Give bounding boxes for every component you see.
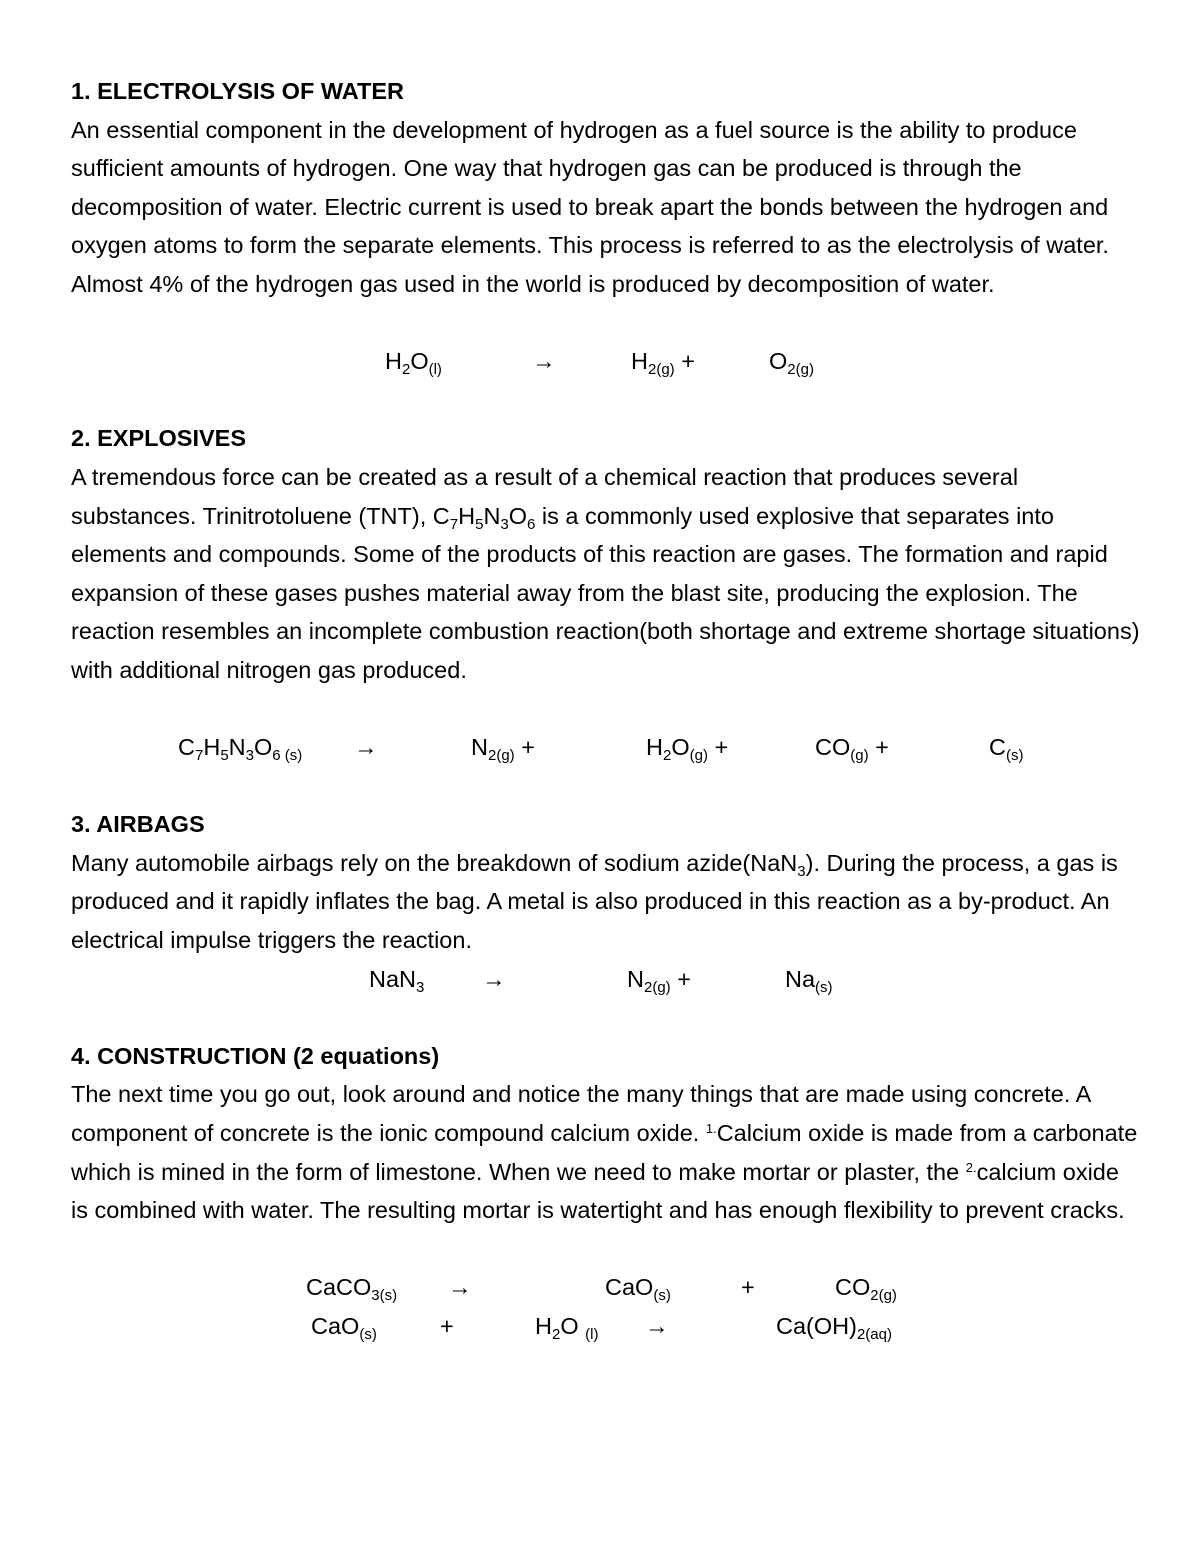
eq-product-calcium-oxide: CaO$_{(s)}$ — [605, 1274, 671, 1305]
equation-airbags — [71, 960, 1141, 999]
reaction-arrow: → — [482, 965, 506, 992]
eq-reactant-tnt: $C_7H_5N_3O_{6 (s)}$ — [178, 734, 303, 765]
plus-sign: + — [440, 1313, 454, 1339]
eq-reactant-calcium-oxide: CaO$_{(s)}$ — [311, 1313, 377, 1343]
section-heading-explosives: 2. EXPLOSIVES — [71, 425, 247, 452]
eq-reactant-water: $H_2O_{(l)}$ — [385, 348, 442, 379]
equation-limestone — [71, 1268, 1141, 1307]
eq-reactant-calcium-carbonate: CaCO$_{3(s)}$ — [306, 1274, 398, 1305]
paragraph-construction: The next time you go out, look around and notice the many things that are made using concrete. A component of concrete is the ionic compound calcium oxide. $^{1.}$Calcium oxide is made from a carbonate which is mined in the form of limestone. When we need to make mortar or plaster, the $^{2.}$calcium oxide is combined with water. The resulting mortar is watertight and has enough flexibility to prevent cracks. — [71, 1081, 1138, 1224]
paragraph-explosives: A tremendous force can be created as a result of a chemical reaction that produces several substances. Trinitrotoluene (TNT), $C_7H_5N_3O_6$ is a commonly used explosive that separates into elements and compounds. Some of the products of this reaction are gases. The formation and rapid expansion of these gases pushes material away from the blast site, producing the explosion. The reaction resembles an incomplete combustion reaction(both shortage and extreme shortage situations) with additional nitrogen gas produced. — [71, 463, 1140, 683]
eq-product-nitrogen: $N_{2(g)}$ + — [627, 965, 691, 996]
eq-product-carbon: $C_{(s)}$ — [989, 734, 1024, 765]
eq-product-nitrogen: $N_{2(g)}$ + — [471, 734, 535, 765]
eq-product-carbon-dioxide: $CO_{2(g)}$ — [835, 1274, 897, 1305]
section-heading-airbags: 3. AIRBAGS — [71, 811, 205, 838]
reaction-arrow: → — [354, 734, 378, 761]
reaction-arrow: → — [448, 1274, 472, 1301]
footnote-ref-1: 1. — [705, 1121, 717, 1137]
eq-reactant-water: $H_2O$ $_{(l)}$ — [535, 1313, 599, 1343]
reaction-arrow: → — [645, 1313, 669, 1339]
paragraph-airbags: Many automobile airbags rely on the breakdown of sodium azide(NaN$_3$). During the process, a gas is produced and it rapidly inflates the bag. A metal is also produced in this reaction as a by-product. An electrical impulse triggers the reaction. — [71, 849, 1118, 954]
paragraph-electrolysis: An essential component in the development of hydrogen as a fuel source is the ability to produce sufficient amounts of hydrogen. One way that hydrogen gas can be produced is through the decomposition of water. Electric current is used to break apart the bonds between the hydrogen and oxygen atoms to form the separate elements. This process is referred to as the electrolysis of water. Almost 4% of the hydrogen gas used in the world is produced by decomposition of water. — [71, 116, 1109, 297]
equation-electrolysis — [71, 342, 1141, 381]
reaction-arrow: → — [532, 348, 556, 375]
section-heading-construction: 4. CONSTRUCTION (2 equations) — [71, 1042, 440, 1069]
eq-product-water-gas: $H_2O_{(g)}$ + — [646, 734, 729, 765]
equation-slaked-lime — [71, 1307, 1141, 1346]
eq-product-oxygen: $O_{2(g)}$ — [769, 348, 814, 379]
plus-sign: + — [741, 1274, 755, 1301]
eq-product-sodium: $Na_{(s)}$ — [785, 965, 833, 996]
section-heading-electrolysis: 1. ELECTROLYSIS OF WATER — [71, 78, 404, 104]
document-page — [71, 72, 1141, 1346]
eq-product-hydrogen: $H_{2(g)}$ + — [631, 348, 695, 379]
eq-product-calcium-hydroxide: $Ca(OH)_{2(aq)}$ — [776, 1313, 892, 1343]
eq-reactant-sodium-azide: NaN$_3$ — [369, 965, 425, 996]
footnote-ref-2: 2. — [965, 1159, 977, 1175]
eq-product-carbon-monoxide: $CO_{(g)}$ + — [815, 734, 889, 765]
equation-explosives — [71, 728, 1141, 767]
tnt-formula: $C_7H_5N_3O_6$ — [432, 502, 536, 533]
